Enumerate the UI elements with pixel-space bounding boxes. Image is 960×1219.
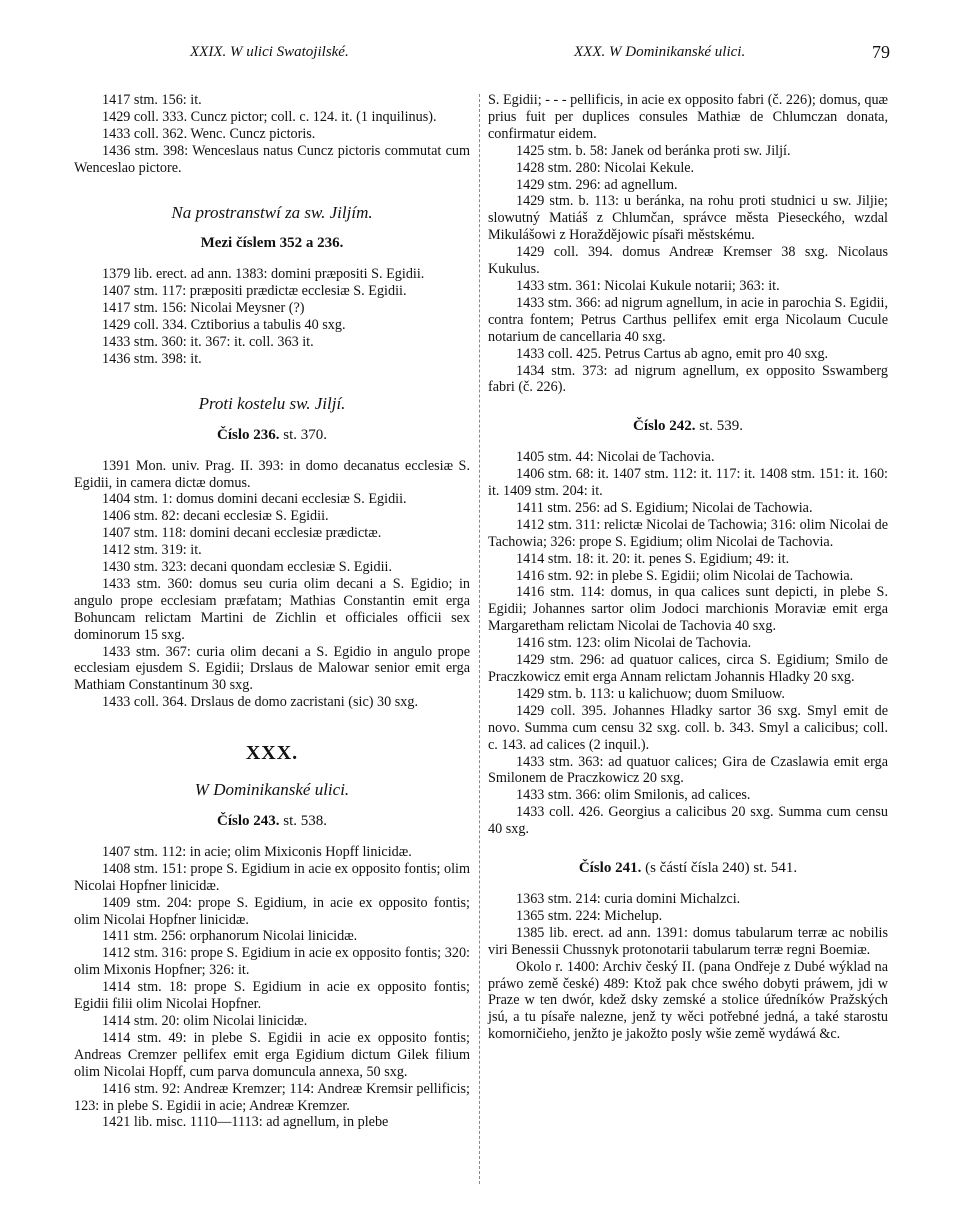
entry: 1406 stm. 82: decani ecclesiæ S. Egidii. — [102, 508, 329, 525]
entry: 1416 stm. 114: domus, in qua calices sunt depicti, in plebe S. Egidii; Johannes sartor olim Jodoci marchionis Moraviæ emit erga Margaretham relictam Nicolai de Tachovia 40 sxg. — [488, 584, 888, 635]
street-number: st. 539. — [699, 418, 744, 435]
street-number: st. 370. — [283, 426, 328, 443]
entry: 1429 stm. b. 113: u beránka, na rohu proti studnici u sw. Jiljie; slowutný Matiáš z Chlumčan, správce města Pieseckého, wzdal Mikulášowi z Horaždějowic písaři městskému. — [488, 193, 888, 244]
page-number: 79 — [872, 42, 890, 62]
entry: 1409 stm. 204: prope S. Egidium, in acie ex opposito fontis; olim Nicolai Hopfner linicidæ. — [74, 894, 470, 928]
entry: 1404 stm. 1: domus domini decani ecclesiæ S. Egidii. — [102, 491, 407, 508]
entry: 1407 stm. 117: præpositi prædictæ ecclesiæ S. Egidii. — [102, 283, 407, 300]
street-number: st. 538. — [283, 813, 328, 829]
entry: 1433 coll. 362. Wenc. Cuncz pictoris. — [102, 125, 316, 142]
entry: 1407 stm. 118: domini decani ecclesiæ prædictæ. — [102, 525, 382, 542]
entry: 1433 stm. 363: ad quatuor calices; Gira de Czaslawia emit erga Smilonem de Praczkowicz 20 sxg. — [488, 753, 888, 787]
entry: 1414 stm. 49: in plebe S. Egidii in acie ex opposito fontis; Andreas Cremzer pellifex emit erga Egidium dictum Gilek filium olim Nicolai Hopff, cum parva domuncula annexa, 50 sxg. — [74, 1029, 470, 1080]
entry: 1412 stm. 319: it. — [102, 542, 202, 559]
entries-list — [74, 458, 470, 712]
entries-list — [74, 92, 470, 177]
entry: 1429 coll. 395. Johannes Hladky sartor 36 sxg. Smyl emit de novo. Summa cum censu 32 sxg. coll. b. 343. Smyl a calicibus; coll. c. 143. ad calices (2 inquil.). — [488, 702, 888, 753]
entry: 1433 stm. 366: ad nigrum agnellum, in acie in parochia S. Egidii, contra fontem; Petrus Carthus pellifex emit erga Nicolaum Cucule notarium de cancellaria 40 sxg. — [488, 294, 888, 345]
entry: 1406 stm. 68: it. 1407 stm. 112: it. 117: it. 1408 stm. 151: it. 160: it. 1409 stm. 204: it. — [488, 466, 888, 500]
entry: 1429 coll. 394. domus Andreæ Kremser 38 sxg. Nicolaus Kukulus. — [488, 244, 888, 278]
entry: 1412 stm. 316: prope S. Egidium in acie ex opposito fontis; 320: olim Mixonis Hopfner; 326: it. — [74, 945, 470, 979]
entry: 1379 lib. erect. ad ann. 1383: domini præpositi S. Egidii. — [102, 266, 425, 283]
entry: 1365 stm. 224: Michelup. — [516, 907, 663, 924]
street-number: (s částí čísla 240) st. 541. — [645, 860, 798, 877]
section-title: Na prostranstwí za sw. Jiljím. — [171, 202, 373, 222]
entry: S. Egidii; - - - pellificis, in acie ex opposito fabri (č. 226); domus, quæ prius fuit per duplices consules Mathiæ de Chlumczan donata, confirmatur eidem. — [488, 92, 888, 142]
entries-list — [488, 449, 888, 838]
entry: 1429 stm. 296: ad quatuor calices, circa S. Egidium; Smilo de Praczkowicz emit erga Annam relictam Johannis Hladky 20 sxg. — [488, 652, 888, 685]
entry: 1416 stm. 92: in plebe S. Egidii; olim Nicolai de Tachowia. — [516, 567, 854, 584]
entry: 1414 stm. 20: olim Nicolai linicidæ. — [102, 1012, 308, 1029]
entry: 1429 coll. 334. Cztiborius a tabulis 40 sxg. — [102, 317, 346, 334]
entry: 1433 coll. 426. Georgius a calicibus 20 sxg. Summa cum censu 40 sxg. — [488, 804, 888, 838]
entry: 1433 coll. 364. Drslaus de domo zacristani (sic) 30 sxg. — [102, 694, 419, 711]
entry: 1385 lib. erect. ad ann. 1391: domus tabularum terræ ac nobilis viri Benessii Chussnyk protonotarii tabularum terræ regni Boemiæ. — [488, 924, 888, 958]
entries-list — [488, 891, 888, 1043]
running-header — [0, 40, 960, 70]
entry: 1436 stm. 398: Wenceslaus natus Cuncz pictoris commutat cum Wenceslao pictore. — [74, 142, 470, 176]
entry: 1428 stm. 280: Nicolai Kekule. — [516, 159, 695, 176]
entry: 1408 stm. 151: prope S. Egidium in acie ex opposito fontis; olim Nicolai Hopfner linicidæ. — [74, 860, 470, 894]
right-column — [488, 92, 888, 1043]
entry: 1412 stm. 311: relictæ Nicolai de Tachowia; 316: olim Nicolai de Tachowia; 326: prope S. Egidium; olim Nicolai de Tachovia. — [488, 516, 888, 550]
entry: 1436 stm. 398: it. — [102, 350, 202, 367]
entry: 1391 Mon. univ. Prag. II. 393: in domo decanatus ecclesiæ S. Egidii, in camera dictæ domus. — [74, 457, 470, 491]
entry: 1411 stm. 256: orphanorum Nicolai linicidæ. — [102, 928, 358, 945]
chapter-title: XXX. — [245, 742, 299, 765]
section-title: Proti kostelu sw. Jiljí. — [198, 393, 346, 413]
house-number: Číslo 242. — [632, 418, 696, 435]
section-subtitle — [74, 427, 470, 444]
left-column — [74, 92, 470, 1131]
entry: 1433 coll. 425. Petrus Cartus ab agno, emit pro 40 sxg. — [516, 345, 829, 362]
section-subtitle — [488, 418, 888, 435]
entry: 1416 stm. 123: olim Nicolai de Tachovia. — [516, 635, 752, 652]
entries-list — [488, 92, 888, 396]
column-divider — [479, 94, 480, 1184]
entry: 1425 stm. b. 58: Janek od beránka proti sw. Jiljí. — [516, 142, 791, 159]
entry: 1430 stm. 323: decani quondam ecclesiæ S. Egidii. — [102, 559, 393, 576]
entry: 1433 stm. 361: Nicolai Kukule notarii; 363: it. — [516, 277, 780, 294]
house-number: Číslo 241. — [578, 860, 642, 877]
entry: 1433 stm. 367: curia olim decani a S. Egidio in angulo prope ecclesiam ejusdem S. Egidii; Drslaus de Malowar senior emit erga Mathiam Constantinum 30 sxg. — [74, 643, 470, 694]
entry: 1429 coll. 333. Cuncz pictor; coll. c. 124. it. (1 inquilinus). — [102, 108, 437, 125]
house-number: Číslo 243. — [216, 813, 280, 829]
entry: 1407 stm. 112: in acie; olim Mixiconis Hopff linicidæ. — [102, 843, 412, 860]
entries-list — [74, 844, 470, 1131]
entry: 1433 stm. 360: domus seu curia olim decani a S. Egidio; in angulo prope ecclesiam præfatam; Mathias Constantin emit erga Bohuncam relictam Martini de Zichlin et officiales officii sex dominorum 15 sxg. — [74, 575, 470, 643]
chapter-subtitle: W Dominikanské ulici. — [194, 780, 350, 800]
entry: 1421 lib. misc. 1110—1113: ad agnellum, in plebe — [102, 1114, 389, 1131]
entry: 1414 stm. 18: it. 20: it. penes S. Egidium; 49: it. — [516, 550, 790, 567]
entry: 1414 stm. 18: prope S. Egidium in acie ex opposito fontis; Egidii filii olim Nicolai Hopfner. — [74, 979, 470, 1013]
section-subtitle: Mezi číslem 352 a 236. — [200, 235, 344, 252]
section-subtitle — [488, 860, 888, 877]
house-number: Číslo 236. — [216, 426, 280, 443]
entries-list — [74, 266, 470, 367]
entry: 1363 stm. 214: curia domini Michalzci. — [516, 890, 741, 907]
entry: 1429 stm. 296: ad agnellum. — [516, 176, 678, 193]
entry: 1417 stm. 156: it. — [102, 92, 202, 108]
entry: Okolo r. 1400: Archiv český II. (pana Ondřeje z Dubé wýklad na práwo země české) 489: Ktož pak chce swého dobyti práwem, jdi w Praze w ten dwór, kdež dsky zemské a stolice úředníków Pražských jsú, a tu písaře nalezne, jenž ty wěci potřebné jedná, a také starostu komorničieho, jenžto je jakožto posly wšie země wydáwá &c. — [488, 958, 888, 1043]
entry: 1416 stm. 92: Andreæ Kremzer; 114: Andreæ Kremsir pellificis; 123: in plebe S. Egidii in acie; Andreæ Kremzer. — [74, 1080, 470, 1114]
entry: 1433 stm. 360: it. 367: it. coll. 363 it. — [102, 333, 314, 350]
entry: 1429 stm. b. 113: u kalichuow; duom Smiluow. — [516, 685, 785, 702]
running-title-left: XXIX. W ulici Swatojilské. — [190, 44, 349, 60]
entry: 1433 stm. 366: olim Smilonis, ad calices. — [516, 787, 751, 804]
section-subtitle — [74, 813, 470, 830]
entry: 1434 stm. 373: ad nigrum agnellum, ex opposito Sswamberg fabri (č. 226). — [488, 362, 888, 396]
entry: 1405 stm. 44: Nicolai de Tachovia. — [516, 449, 715, 466]
entry: 1417 stm. 156: Nicolai Meysner (?) — [102, 300, 305, 317]
running-title-right: XXX. W Dominikanské ulici. — [574, 44, 746, 60]
entry: 1411 stm. 256: ad S. Egidium; Nicolai de Tachowia. — [516, 499, 813, 516]
